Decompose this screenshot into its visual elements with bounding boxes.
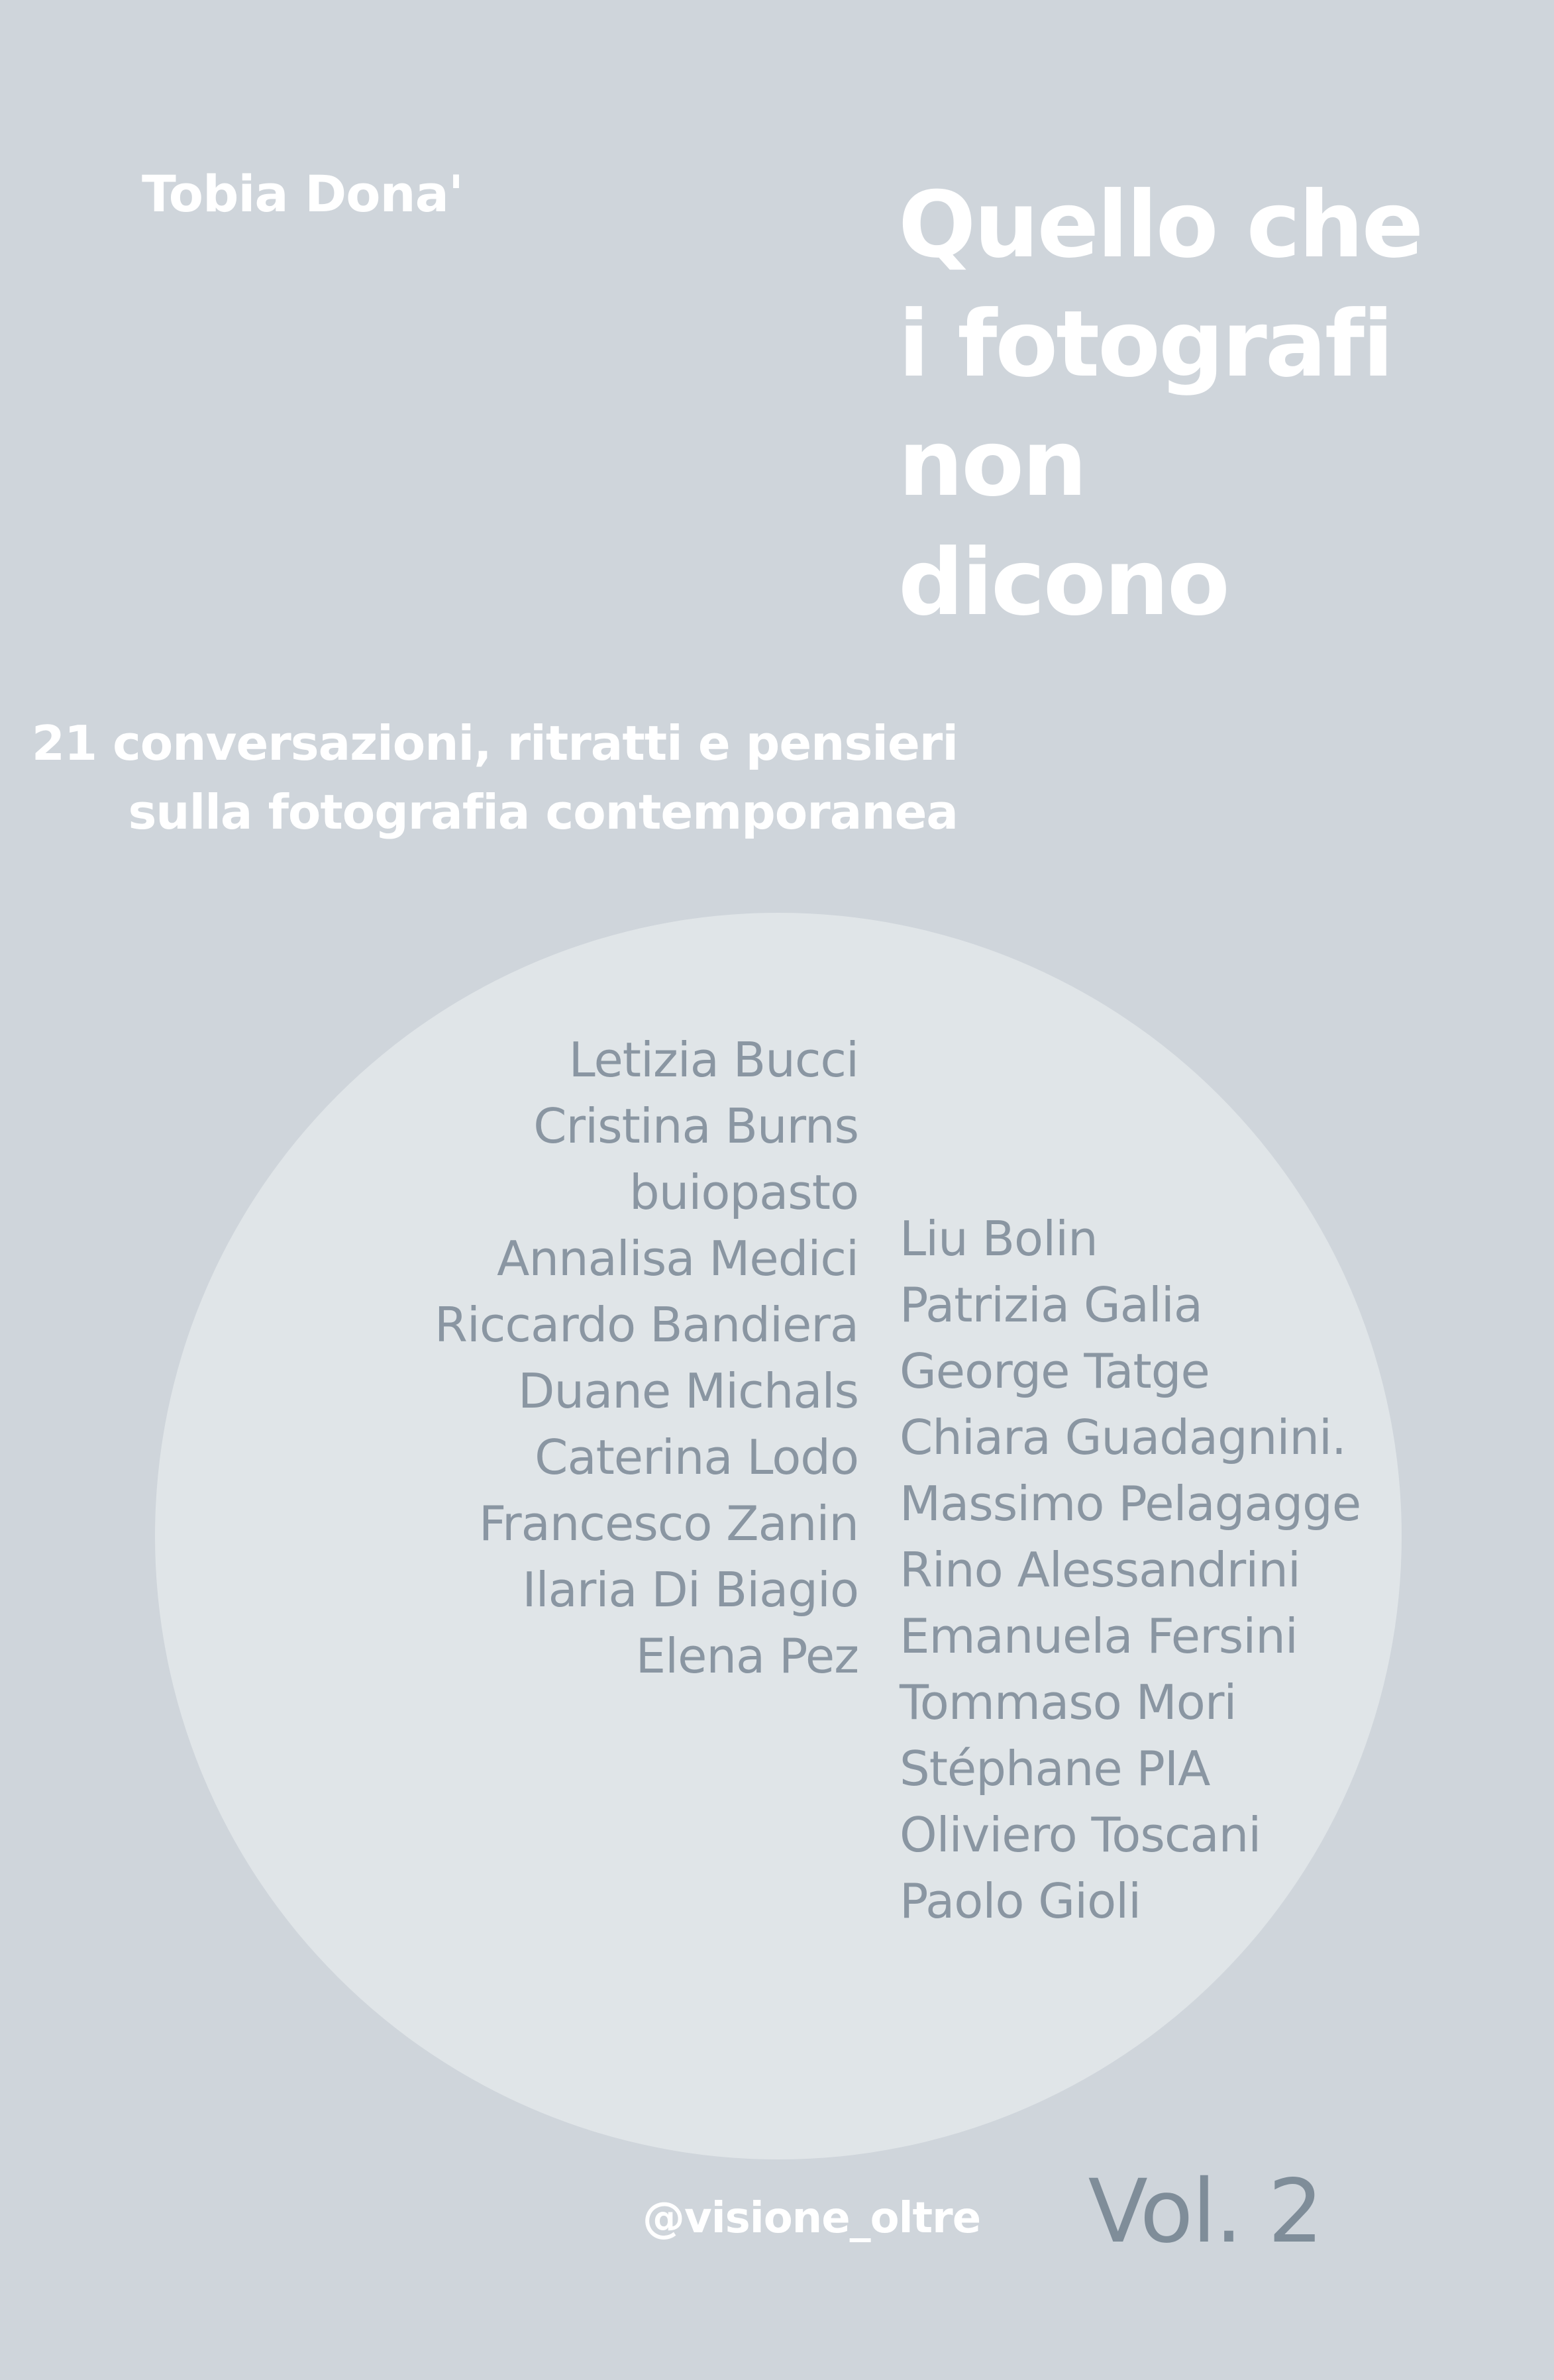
contributor-name: Tommaso Mori <box>900 1675 1237 1730</box>
contributor-name: Emanuela Fersini <box>900 1608 1298 1664</box>
contributor-name: George Tatge <box>900 1343 1210 1399</box>
title-line: Quello che <box>898 172 1422 278</box>
title-line: non <box>898 410 1086 517</box>
book-title <box>898 166 1422 643</box>
contributor-name: buiopasto <box>629 1164 858 1220</box>
contributor-name: Oliviero Toscani <box>900 1807 1261 1863</box>
names-list-left <box>435 1027 858 1689</box>
contributor-name: Cristina Burns <box>533 1098 858 1154</box>
contributor-name: Chiara Guadagnini. <box>900 1410 1346 1465</box>
contributor-name: Patrizia Galia <box>900 1277 1202 1333</box>
contributor-name: Francesco Zanin <box>478 1496 858 1551</box>
contributor-name: Massimo Pelagagge <box>900 1476 1361 1531</box>
contributor-name: Ilaria Di Biagio <box>522 1562 858 1618</box>
contributor-name: Letizia Bucci <box>568 1032 858 1088</box>
contributor-name: Elena Pez <box>635 1628 858 1684</box>
names-list-right <box>900 1206 1361 1934</box>
contributor-name: Liu Bolin <box>900 1211 1098 1267</box>
title-line: i fotografi <box>898 291 1392 397</box>
subtitle-line: sulla fotografia contemporanea <box>128 784 958 840</box>
social-handle: @visione_oltre <box>643 2194 981 2243</box>
contributor-name: Rino Alessandrini <box>900 1542 1300 1598</box>
title-line: dicono <box>898 529 1228 636</box>
contributor-name: Stéphane PIA <box>900 1741 1210 1796</box>
volume-label: Vol. 2 <box>1088 2161 1322 2263</box>
subtitle-line: 21 conversazioni, ritratti e pensieri <box>31 715 958 771</box>
contributor-name: Annalisa Medici <box>497 1231 858 1286</box>
contributor-name: Riccardo Bandiera <box>434 1297 858 1353</box>
contributor-name: Paolo Gioli <box>900 1873 1141 1929</box>
contributor-name: Duane Michals <box>518 1363 858 1419</box>
author-name: Tobia Dona' <box>142 164 464 223</box>
book-subtitle <box>32 709 958 847</box>
contributor-name: Caterina Lodo <box>535 1429 858 1485</box>
